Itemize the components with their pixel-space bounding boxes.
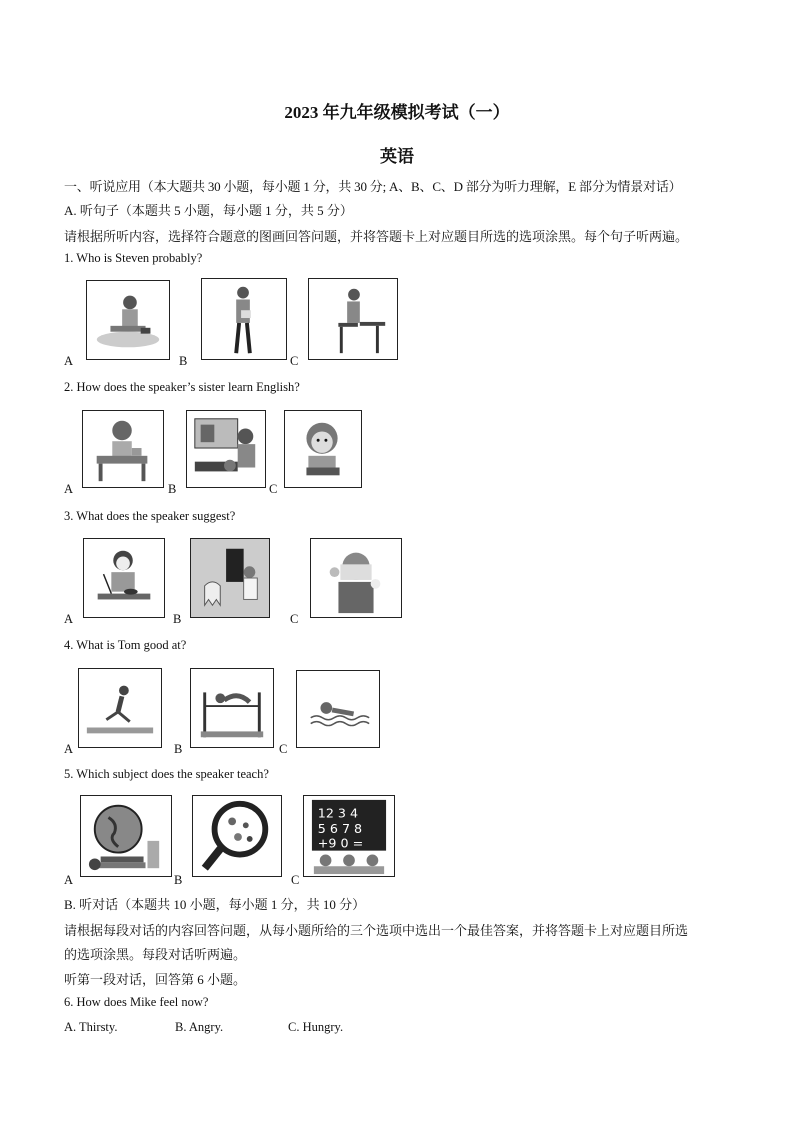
man-on-phone-image [201,278,287,360]
q4-label-c: C [279,742,288,756]
q5-label-c: C [291,873,300,887]
part-b-instruction-1: 请根据每段对话的内容回答问题，从每小题所给的三个选项中选出一个最佳答案，并将答题卡上对应题目所选 [64,923,689,938]
part-b-heading: B. 听对话（本题共 10 小题，每小题 1 分，共 10 分） [64,897,366,912]
q4-label-a: A [64,742,74,756]
part-b-instruction-2: 的选项涂黑。每段对话听两遍。 [64,947,247,962]
q6-option-a: A. Thirsty. [64,1020,118,1034]
long-jump-image [78,668,162,748]
svg-text:+9 0 =: +9 0 = [317,835,364,851]
question-5: 5. Which subject does the speaker teach? [64,767,269,781]
q2-label-a: A [64,482,74,496]
svg-text:12 3 4: 12 3 4 [317,805,359,821]
geography-globe-image [80,795,172,877]
child-studying-image [86,280,170,360]
online-class-image [186,410,266,488]
part-a-heading: A. 听句子（本题共 5 小题，每小题 1 分，共 5 分） [64,203,353,218]
q2-label-c: C [269,482,278,496]
question-2: 2. How does the speaker’s sister learn English? [64,380,300,394]
q3-label-c: C [290,612,299,626]
q1-label-a: A [64,354,74,368]
question-4: 4. What is Tom good at? [64,638,187,652]
q3-label-b: B [173,612,182,626]
science-magnifier-image [192,795,282,877]
girl-with-books-image [82,410,164,488]
q5-label-b: B [174,873,183,887]
svg-text:5 6 7 8: 5 6 7 8 [317,821,363,837]
man-toothache-image [310,538,402,618]
q1-label-b: B [179,354,188,368]
q5-label-a: A [64,873,74,887]
section-heading: 一、听说应用（本大题共 30 小题，每小题 1 分，共 30 分; A、B、C、D 部分为听力理解，E 部分为情景对话） [64,179,682,194]
q1-label-c: C [290,354,299,368]
dentist-image [190,538,270,618]
q6-option-c: C. Hungry. [288,1020,344,1034]
dialog-1-instruction: 听第一段对话，回答第 6 小题。 [64,972,247,987]
question-1: 1. Who is Steven probably? [64,251,203,265]
boy-eating-image [83,538,165,618]
question-3: 3. What does the speaker suggest? [64,509,236,523]
math-blackboard-image [303,795,395,877]
q3-label-a: A [64,612,74,626]
q2-label-b: B [168,482,177,496]
page-title: 2023 年九年级模拟考试（一） [284,103,510,122]
question-6: 6. How does Mike feel now? [64,995,209,1009]
q4-label-b: B [174,742,183,756]
part-a-instruction: 请根据所听内容，选择符合题意的图画回答问题，并将答题卡上对应题目所选的选项涂黑。每个句子听两遍。 [64,229,689,244]
high-jump-image [190,668,274,748]
subject-title: 英语 [380,147,414,166]
q6-option-b: B. Angry. [175,1020,224,1034]
swimming-image [296,670,380,748]
girl-reading-image [284,410,362,488]
man-at-table-image [308,278,398,360]
